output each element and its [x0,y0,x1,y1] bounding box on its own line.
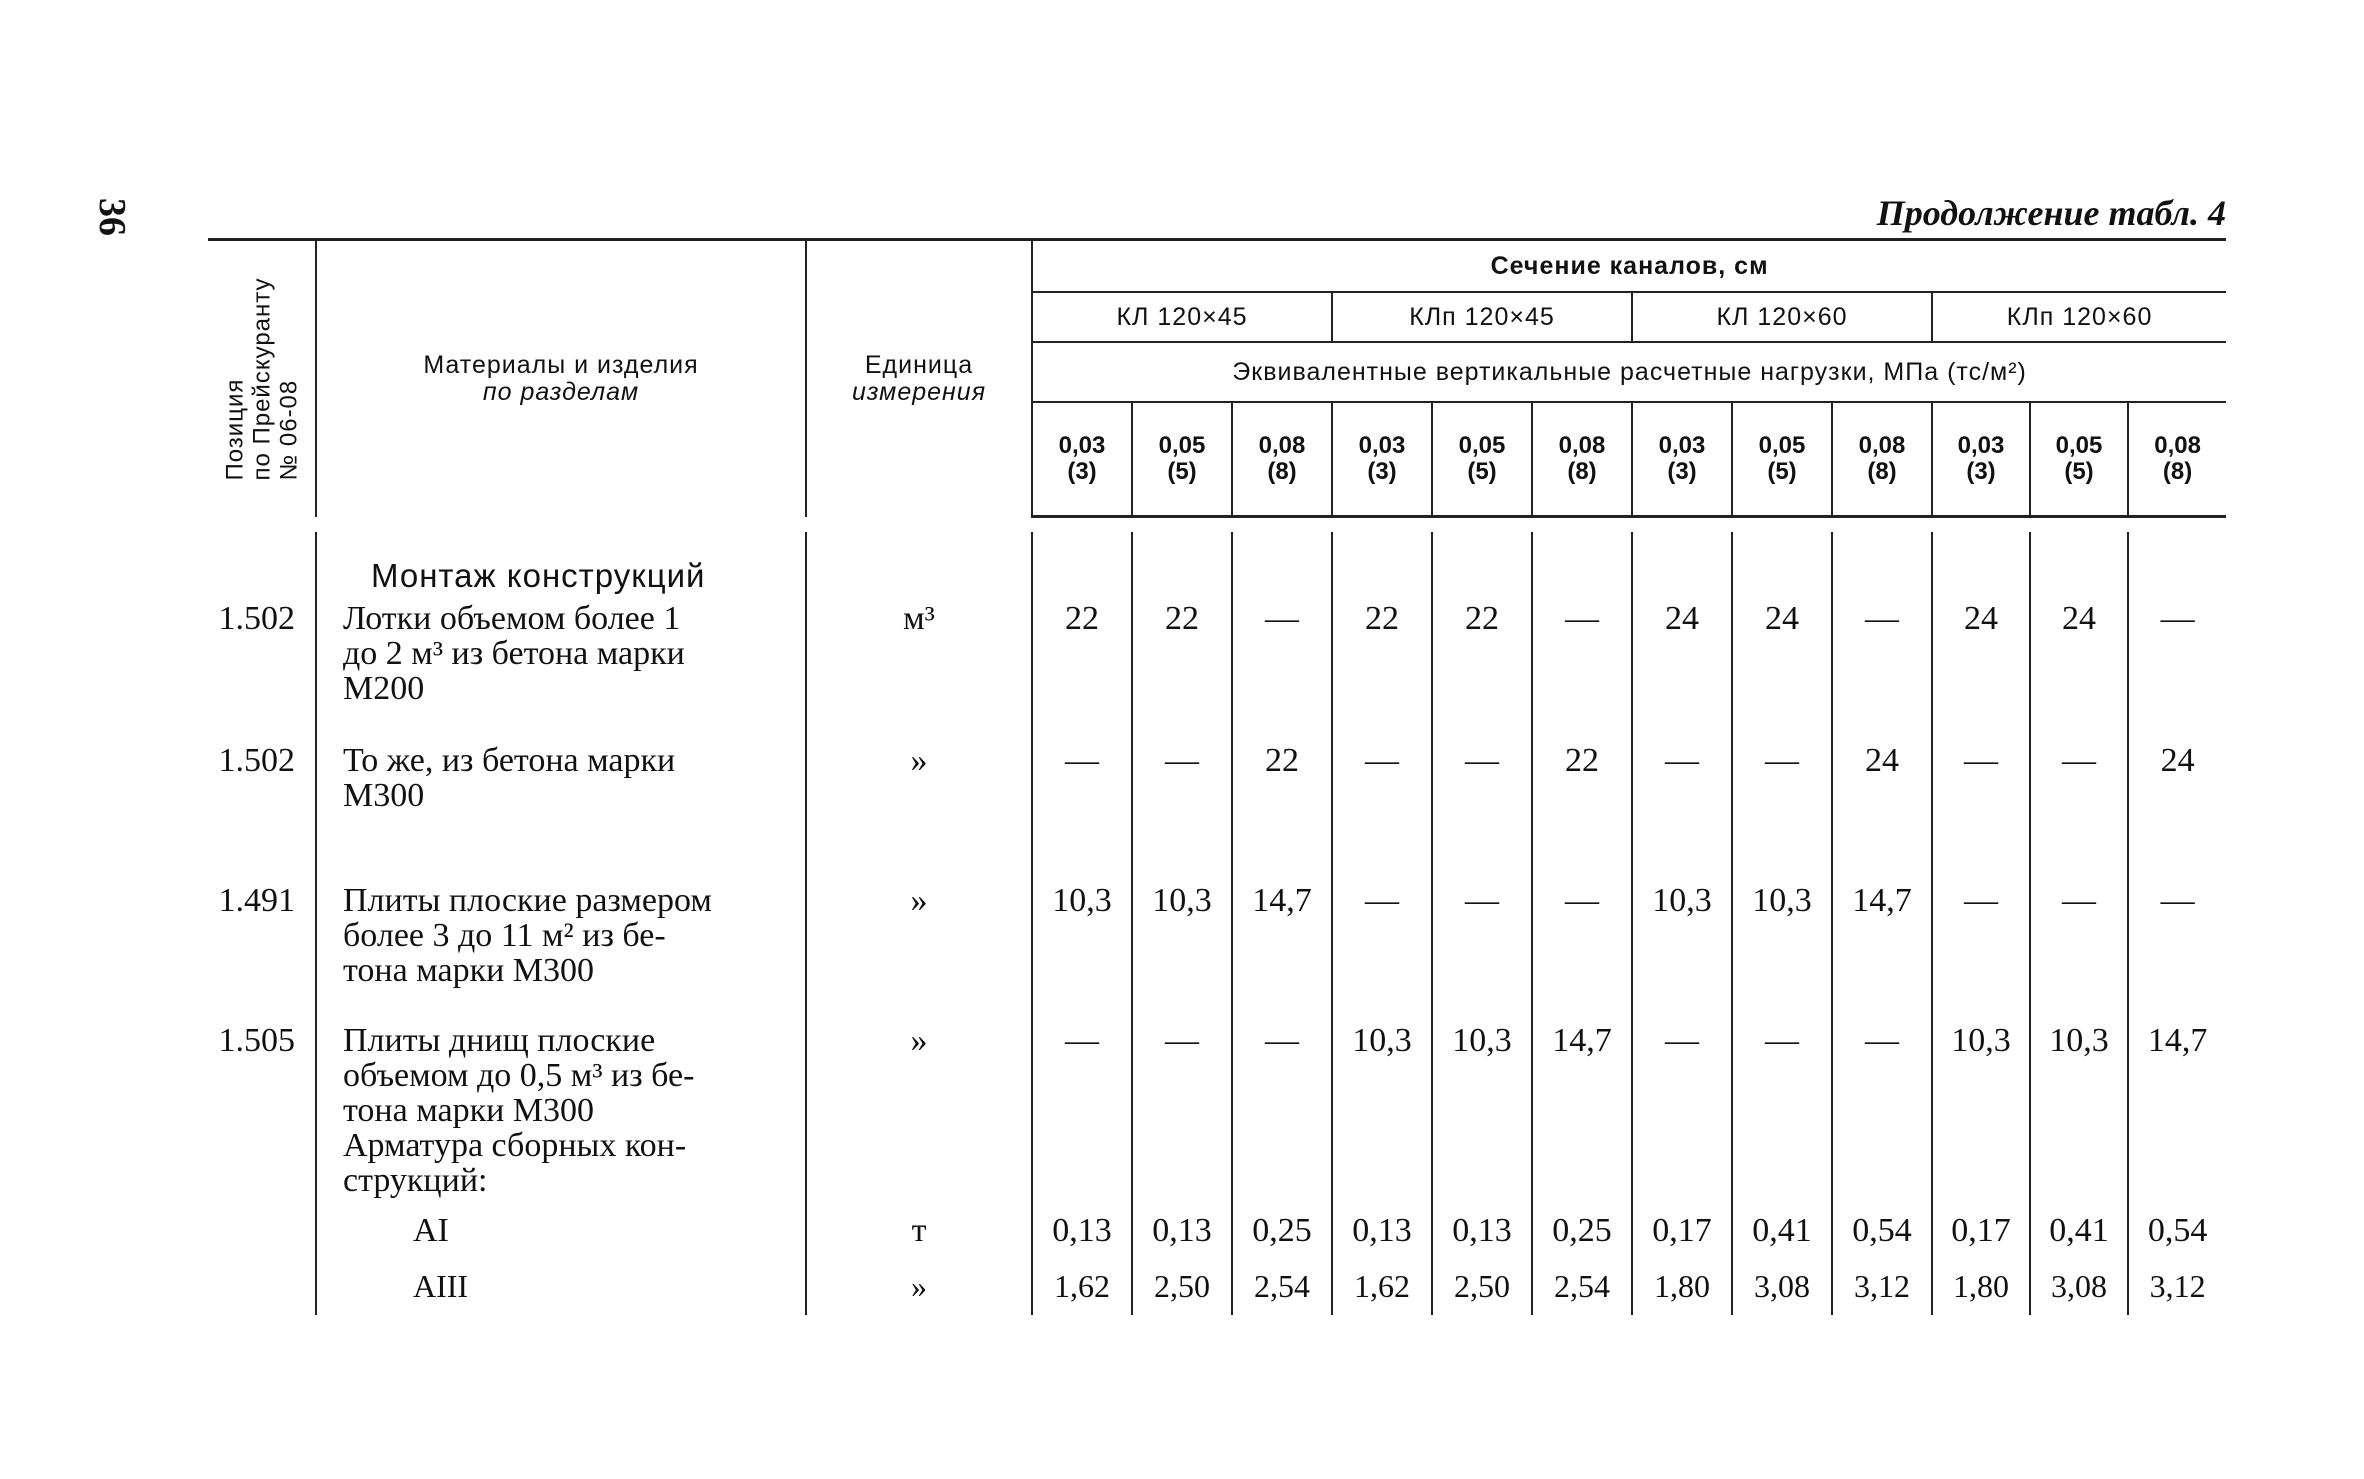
value-cell: — [1132,743,1232,883]
unit-header-line: Единица [864,350,974,379]
channel-type-header: КЛп 120×45 [1332,292,1632,342]
value-cell: 0,54 [2147,1212,2208,1249]
material-name-line: струкций: [343,1162,488,1199]
table-continuation-caption: Продолжение табл. 4 [1876,193,2226,233]
value-cell: — [1932,743,2030,883]
value-cell: — [1032,743,1132,883]
material-name-line: объемом до 0,5 м³ из бе- [343,1057,695,1094]
table-row [208,1269,2226,1315]
load-ts: (3) [1667,458,1697,485]
position-header-line: Позиция [221,378,248,481]
value-cell: 0,17 [1632,1213,1732,1269]
value-cell: 24 [1732,601,1832,743]
material-name-line: Арматура сборных кон- [343,1127,687,1164]
table-header [208,240,2226,517]
load-value-header [1732,402,1832,517]
value-cell: 24 [1932,601,2030,743]
position-cell: 1.502 [218,742,295,779]
value-cell: — [1832,601,1932,743]
load-ts: (3) [1367,458,1397,485]
load-ts: (8) [2162,458,2193,485]
value-cell: 10,3 [1432,1023,1532,1213]
unit-cell: » [806,743,1032,883]
material-name-line: более 3 до 11 м² из бе- [343,917,666,954]
value-cell: 10,3 [1732,883,1832,1023]
load-mpa: 0,08 [1858,432,1906,459]
value-cell: — [1732,1023,1832,1213]
value-cell: 2,50 [1432,1269,1532,1315]
load-ts: (5) [2064,458,2094,485]
load-mpa: 0,03 [1957,432,2005,459]
value-cell: 22 [1532,743,1632,883]
load-value-header [1032,402,1132,517]
value-cell: 24 [1832,743,1932,883]
load-value-header [1532,402,1632,517]
value-cell: 3,12 [2149,1268,2206,1304]
channel-type-header: КЛ 120×45 [1032,292,1332,342]
position-header-line: № 06-08 [275,379,302,481]
value-cell: 0,13 [1032,1213,1132,1269]
value-cell: 10,3 [1932,1023,2030,1213]
load-value-header [1432,402,1532,517]
value-cell: — [1932,883,2030,1023]
load-value-header [1832,402,1932,517]
value-cell: — [1632,1023,1732,1213]
value-cell: — [2030,743,2128,883]
load-mpa: 0,03 [1658,432,1706,459]
value-cell: 14,7 [1832,883,1932,1023]
value-cell: — [2160,600,2195,637]
unit-cell: т [806,1213,1032,1269]
load-value-header [1332,402,1432,517]
value-cell: 0,41 [2030,1213,2128,1269]
load-ts: (5) [1467,458,1497,485]
value-cell: 24 [2030,601,2128,743]
material-name-line: Лотки объемом более 1 [343,600,681,637]
value-cell: — [1832,1023,1932,1213]
value-cell: — [1432,883,1532,1023]
materials-table [208,238,2226,1315]
value-cell: 0,25 [1232,1213,1332,1269]
value-cell: 1,80 [1932,1269,2030,1315]
value-cell: 22 [1132,601,1232,743]
value-cell: 0,17 [1932,1213,2030,1269]
value-cell: — [1032,1023,1132,1213]
material-name-line: тона марки М300 [343,952,595,989]
position-header [208,240,316,517]
value-cell: 10,3 [1632,883,1732,1023]
load-mpa: 0,05 [1458,432,1506,459]
value-cell: 0,25 [1532,1213,1632,1269]
page-number: 36 [91,198,133,236]
value-cell: — [2160,882,2195,919]
load-value-header [1232,402,1332,517]
value-cell: 0,13 [1132,1213,1232,1269]
material-name-cell [316,601,806,743]
value-cell: 0,54 [1832,1213,1932,1269]
load-mpa: 0,08 [2154,432,2201,459]
value-cell: 1,80 [1632,1269,1732,1315]
value-cell: 3,08 [1732,1269,1832,1315]
value-cell: — [1132,1023,1232,1213]
value-cell: 2,54 [1232,1269,1332,1315]
value-cell: — [1332,743,1432,883]
load-ts: (8) [1867,458,1897,485]
load-ts: (3) [1067,458,1097,485]
unit-cell: » [806,1023,1032,1213]
material-name-line: до 2 м³ из бетона марки [343,635,685,672]
load-mpa: 0,05 [1158,432,1206,459]
value-cell: 22 [1432,601,1532,743]
material-name-line: М200 [343,670,425,707]
unit-cell: » [806,1269,1032,1315]
material-name-cell [316,743,806,883]
rebar-class: AIII [413,1268,469,1304]
value-cell: 0,41 [1732,1213,1832,1269]
load-ts: (5) [1167,458,1197,485]
value-cell: — [2030,883,2128,1023]
position-cell: 1.491 [218,882,295,919]
value-cell: 22 [1332,601,1432,743]
position-header-line: по Прейскуранту [248,277,275,481]
value-cell: 2,54 [1532,1269,1632,1315]
value-cell: 0,13 [1432,1213,1532,1269]
load-ts: (3) [1966,458,1996,485]
load-ts: (8) [1267,458,1297,485]
material-name-line: Плиты плоские размером [343,882,712,919]
load-mpa: 0,03 [1358,432,1406,459]
load-ts: (8) [1567,458,1597,485]
load-ts: (5) [1767,458,1797,485]
value-cell: 10,3 [2030,1023,2128,1213]
channel-type-header: КЛп 120×60 [1932,292,2226,342]
load-header: Эквивалентные вертикальные расчетные нагрузки, МПа (тс/м²) [1032,342,2226,402]
rebar-class: AI [413,1212,449,1249]
table-row [208,883,2226,1023]
value-cell: 10,3 [1332,1023,1432,1213]
material-name-cell [316,1023,806,1213]
section-header: Сечение каналов, см [1032,240,2226,293]
value-cell: — [1732,743,1832,883]
load-value-header [1132,402,1232,517]
value-cell: 14,7 [2147,1022,2208,1059]
position-cell: 1.505 [218,1022,295,1059]
value-cell: 0,13 [1332,1213,1432,1269]
load-value-header [2128,402,2226,517]
value-cell: 22 [1032,601,1132,743]
unit-header-line: измерения [851,377,987,406]
load-mpa: 0,08 [1558,432,1606,459]
value-cell: 10,3 [1032,883,1132,1023]
load-value-header [2030,402,2128,517]
value-cell: 24 [2160,742,2195,779]
value-cell: — [1432,743,1532,883]
value-cell: 14,7 [1532,1023,1632,1213]
position-cell [208,1213,316,1269]
material-name-line: тона марки М300 [343,1092,595,1129]
value-cell: — [1332,883,1432,1023]
value-cell: 3,08 [2030,1269,2128,1315]
materials-header-line: Материалы и изделия [423,350,699,379]
load-value-header [1932,402,2030,517]
value-cell: 2,50 [1132,1269,1232,1315]
value-cell: 1,62 [1332,1269,1432,1315]
table-body [208,517,2226,1316]
material-name-line: Плиты днищ плоские [343,1022,656,1059]
table-row [208,1023,2226,1213]
value-cell: — [1532,883,1632,1023]
value-cell: — [1232,1023,1332,1213]
channel-type-header: КЛ 120×60 [1632,292,1932,342]
value-cell: — [1232,601,1332,743]
unit-header [806,240,1032,517]
table-row [208,601,2226,743]
table-row [208,1213,2226,1269]
value-cell: 1,62 [1032,1269,1132,1315]
material-name-line: То же, из бетона марки [343,742,676,779]
load-mpa: 0,08 [1258,432,1306,459]
materials-header-line: по разделам [482,377,640,406]
value-cell: 10,3 [1132,883,1232,1023]
material-name-cell [316,1269,806,1315]
material-name-cell [316,883,806,1023]
position-cell [208,1269,316,1315]
section-title: Монтаж конструкций [316,532,806,601]
load-mpa: 0,05 [2055,432,2103,459]
value-cell: 14,7 [1232,883,1332,1023]
material-name-line: М300 [343,777,425,814]
value-cell: — [1632,743,1732,883]
value-cell: 22 [1232,743,1332,883]
position-cell: 1.502 [218,600,295,637]
material-name-cell [316,1213,806,1269]
unit-cell: м³ [806,601,1032,743]
load-mpa: 0,03 [1058,432,1106,459]
materials-header [316,240,806,517]
load-mpa: 0,05 [1758,432,1806,459]
value-cell: 3,12 [1832,1269,1932,1315]
table-row [208,743,2226,883]
value-cell: 24 [1632,601,1732,743]
value-cell: — [1532,601,1632,743]
unit-cell: » [806,883,1032,1023]
load-value-header [1632,402,1732,517]
